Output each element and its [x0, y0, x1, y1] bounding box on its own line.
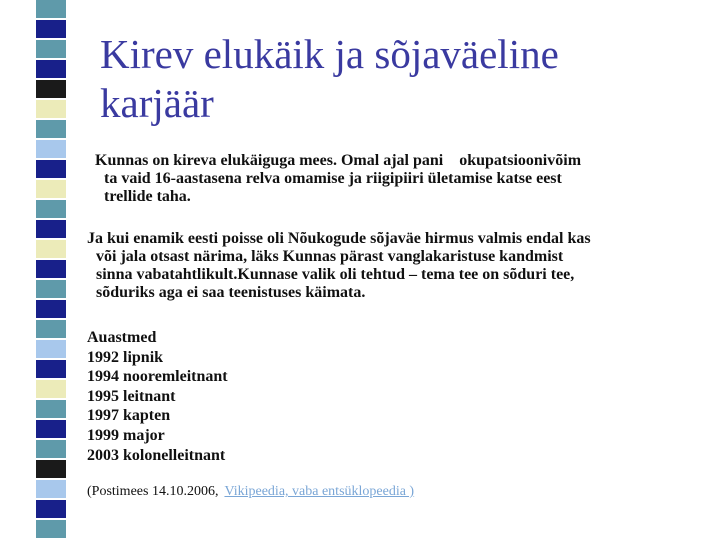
list-item: 1994 nooremleitnant	[87, 368, 228, 386]
paragraph-intro	[95, 152, 695, 206]
paragraph-choice-line-3: sinna vabatahtlikult.Kunnase valik oli tehtud – tema tee on sõduri tee,	[96, 266, 575, 283]
stripe-block	[36, 0, 66, 18]
stripe-block	[36, 480, 66, 498]
stripe-block	[36, 380, 66, 398]
stripe-block	[36, 200, 66, 218]
stripe-block	[36, 80, 66, 98]
paragraph-choice	[87, 230, 707, 302]
stripe-block	[36, 500, 66, 518]
decorative-stripe	[36, 0, 66, 540]
paragraph-choice-line-1: Ja kui enamik eesti poisse oli Nõukogude sõjaväe hirmus valmis endal kas	[87, 230, 591, 247]
stripe-block	[36, 260, 66, 278]
stripe-block	[36, 220, 66, 238]
stripe-block	[36, 60, 66, 78]
title-line-2: karjäär	[100, 80, 214, 126]
list-item: 1992 lipnik	[87, 348, 164, 366]
stripe-block	[36, 280, 66, 298]
stripe-block	[36, 240, 66, 258]
stripe-block	[36, 40, 66, 58]
stripe-block	[36, 420, 66, 438]
stripe-block	[36, 20, 66, 38]
paragraph-intro-line-3: trellide taha.	[104, 188, 191, 205]
paragraph-intro-line-1: Kunnas on kireva elukäiguga mees. Omal ajal pani okupatsioonivõim	[95, 152, 582, 169]
source-link[interactable]: Vikipeedia, vaba entsüklopeedia )	[224, 484, 415, 499]
stripe-block	[36, 520, 66, 538]
source-text: (Postimees 14.10.2006,	[87, 484, 219, 499]
source-citation	[87, 484, 414, 500]
ranks-list	[87, 328, 228, 465]
stripe-block	[36, 340, 66, 358]
stripe-block	[36, 460, 66, 478]
stripe-block	[36, 180, 66, 198]
paragraph-choice-line-4: sõduriks aga ei saa teenistuses käimata.	[96, 284, 366, 301]
stripe-block	[36, 440, 66, 458]
title-line-1: Kirev elukäik ja sõjaväeline	[100, 31, 559, 77]
stripe-block	[36, 100, 66, 118]
stripe-block	[36, 400, 66, 418]
stripe-block	[36, 140, 66, 158]
stripe-block	[36, 360, 66, 378]
list-item: 1995 leitnant	[87, 387, 176, 405]
stripe-block	[36, 120, 66, 138]
list-item: 1997 kapten	[87, 407, 171, 425]
paragraph-intro-line-2: ta vaid 16-aastasena relva omamise ja riigipiiri ületamise katse eest	[104, 170, 562, 187]
stripe-block	[36, 300, 66, 318]
list-item: 1999 major	[87, 426, 165, 444]
stripe-block	[36, 320, 66, 338]
ranks-heading: Auastmed	[87, 329, 157, 346]
slide-title	[100, 30, 700, 128]
list-item: 2003 kolonelleitnant	[87, 446, 226, 464]
stripe-block	[36, 160, 66, 178]
paragraph-choice-line-2: või jala otsast närima, läks Kunnas pärast vanglakaristuse kandmist	[96, 248, 564, 265]
